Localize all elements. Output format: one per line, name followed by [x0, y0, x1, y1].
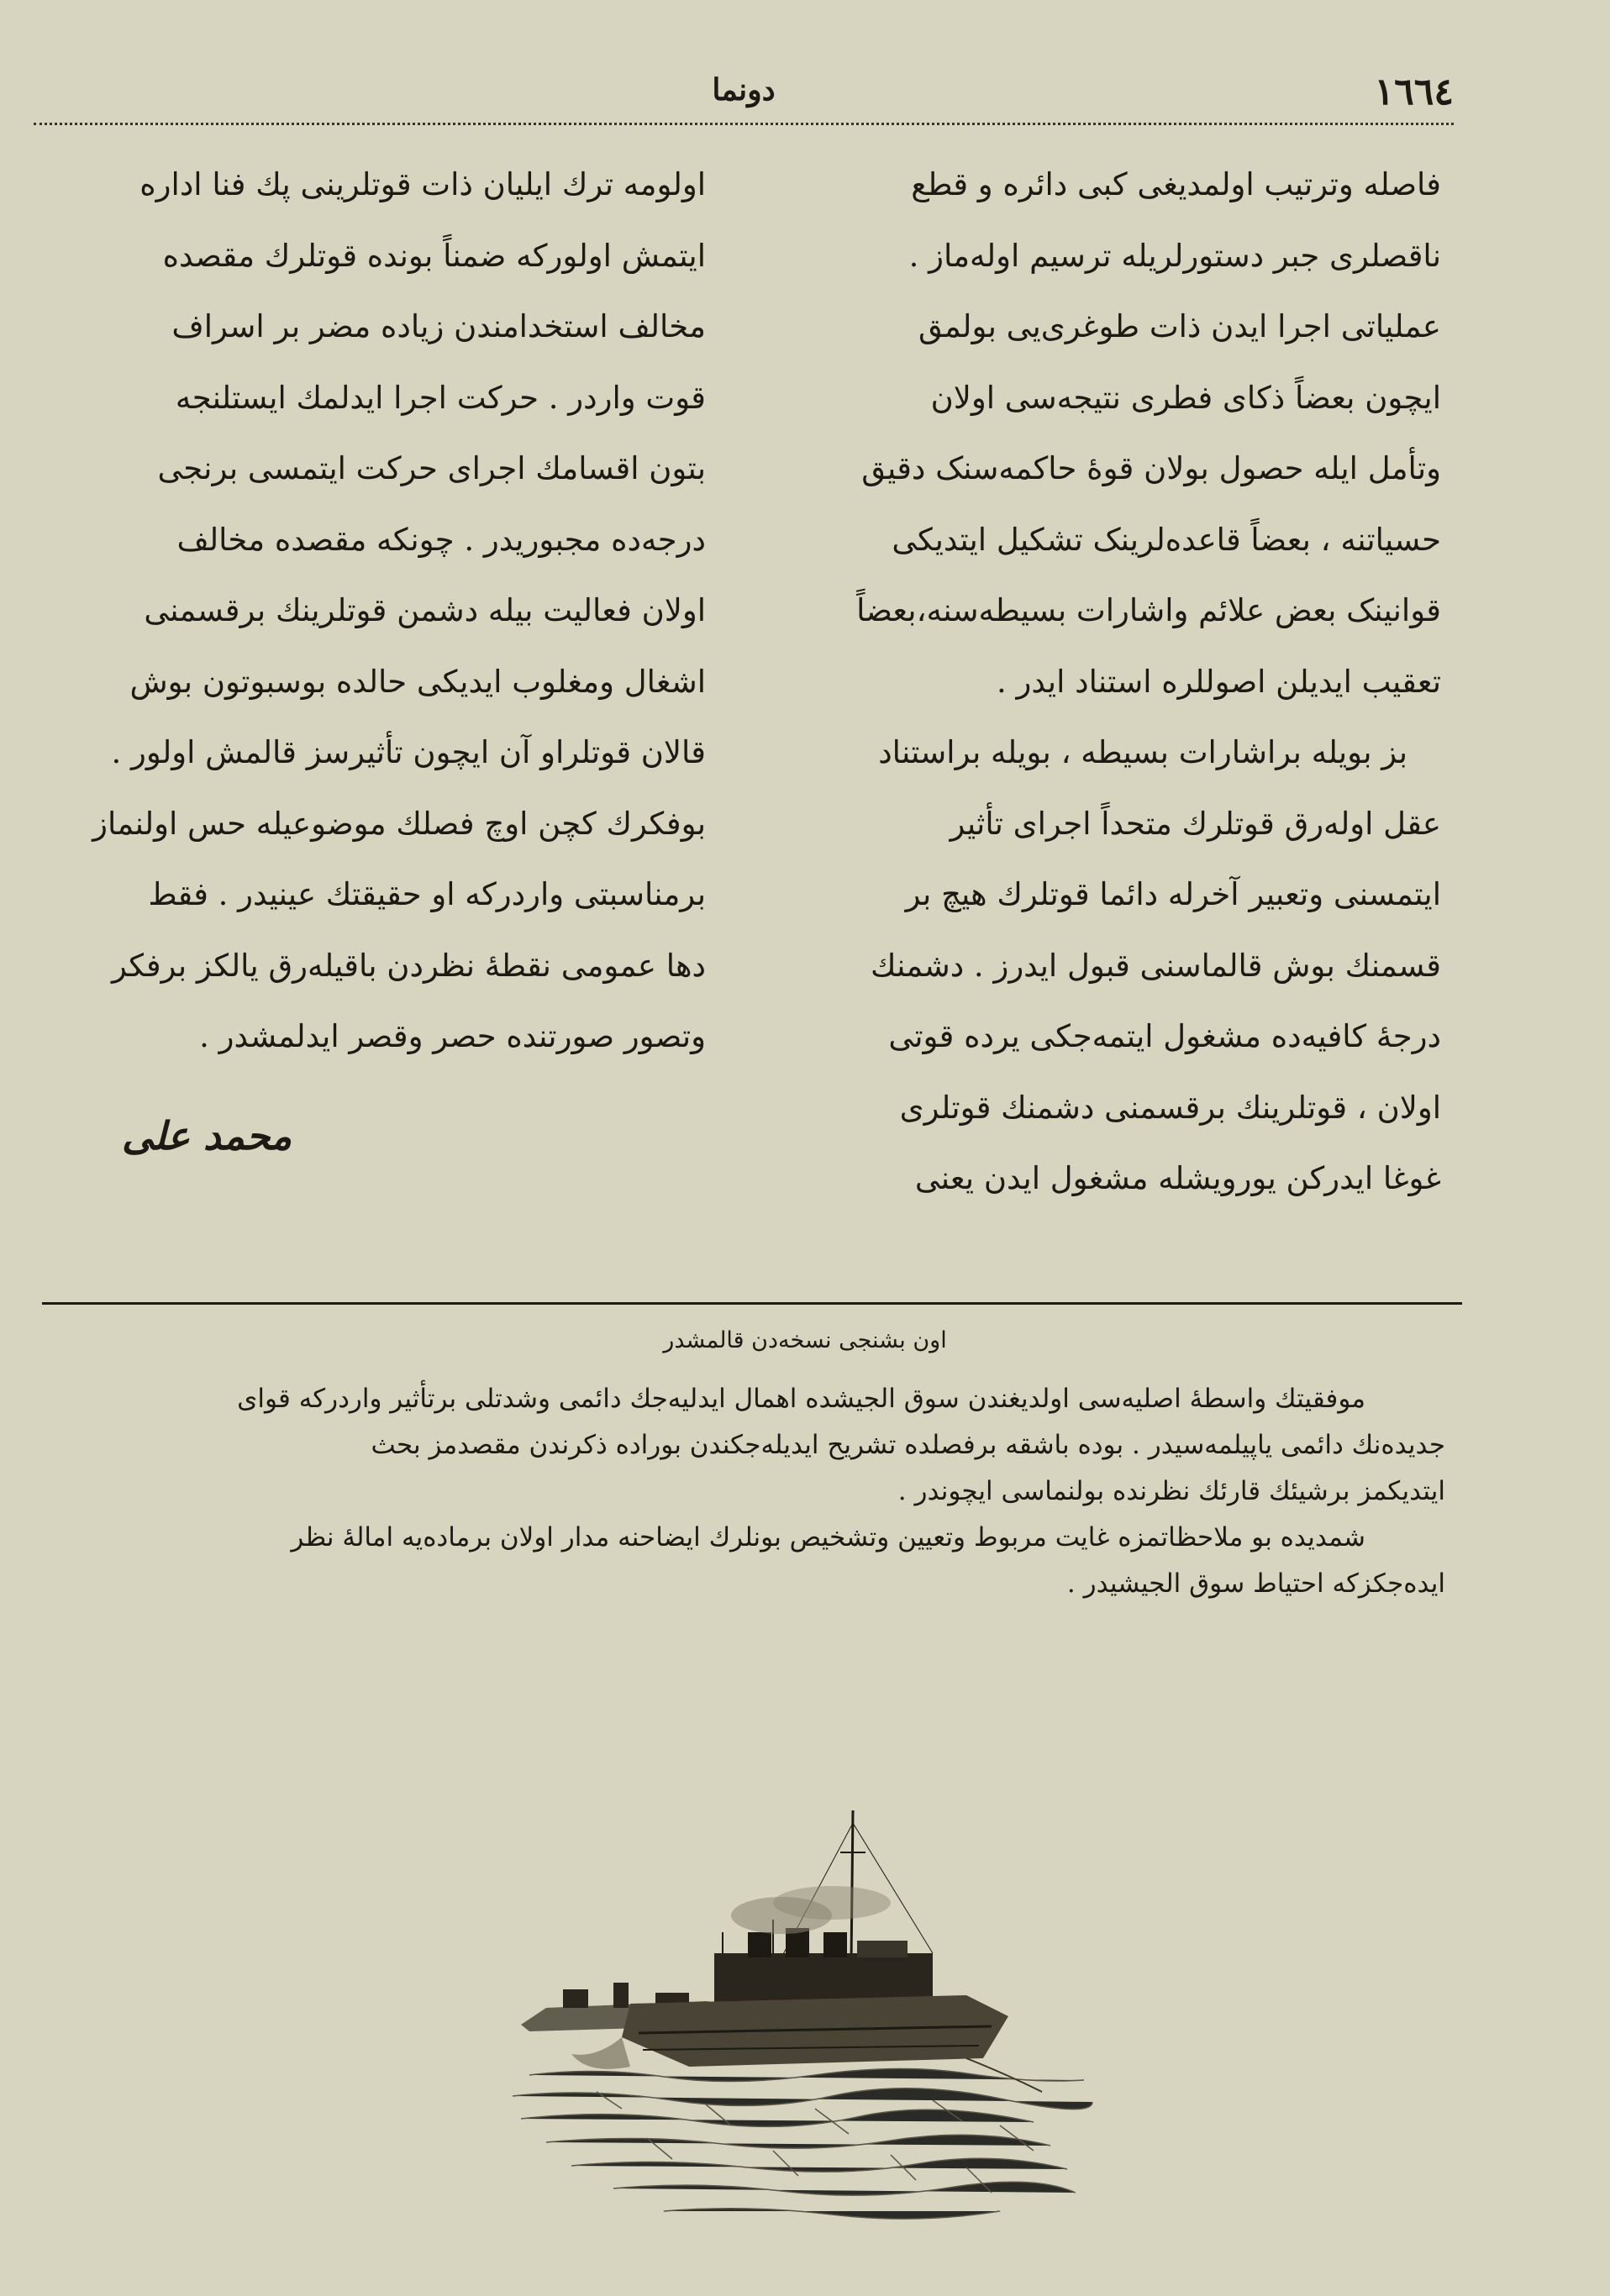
text-line: اولان ، قوتلرینك برقسمنی دشمنك قوتلری — [899, 1089, 1441, 1126]
text-line: تعقیب ایدیلن اصوللره استناد ایدر . — [996, 663, 1441, 700]
page-number: ١٦٦٤ — [1374, 71, 1454, 113]
text-line: عقل اوله‌رق قوتلرك متحداً اجرای تأثیر — [950, 805, 1441, 842]
text-line: ایتمسنی وتعبیر آخرله دائما قوتلرك هیچ بر — [905, 876, 1441, 912]
text-line: بوفکرك کچن اوچ فصلك موضوعیله حس اولنماز — [92, 805, 706, 842]
text-line: درجه‌ده مجبوریدر . چونکه مقصده مخالف — [176, 521, 706, 558]
header-divider — [34, 123, 1454, 125]
footnote-block — [50, 1376, 1445, 1607]
text-line: غوغا ایدرکن یورویشله مشغول ایدن یعنی — [914, 1160, 1441, 1196]
text-line: درجهٔ کافیه‌ده مشغول ایتمه‌جکی یرده قوتی — [888, 1018, 1441, 1054]
text-line: ایچون بعضاً ذکای فطری نتیجه‌سی اولان — [930, 379, 1441, 416]
left-text-column — [50, 150, 706, 1073]
footnote-line: جدیده‌نك دائمی یاپیلمه‌سیدر . بوده باشقه برفصلده تشریح ایدیله‌جکندن بوراده ذکرندن مقصدمز بحث — [371, 1430, 1445, 1460]
text-line: برمناسبتی واردرکه او حقیقتك عینیدر . فقط — [148, 876, 706, 912]
text-line: عملیاتی اجرا ایدن ذات طوغری‌یی بولمق — [918, 308, 1441, 344]
text-line: اولان فعالیت بیله دشمن قوتلرینك برقسمنی — [144, 592, 706, 628]
footnote-heading: اون بشنجی نسخه‌دن قالمشدر — [663, 1327, 947, 1353]
text-line: دها عمومی نقطهٔ نظردن باقیله‌رق یالکز برفکر — [111, 947, 706, 984]
text-line: وتصور صورتنده حصر وقصر ایدلمشدر . — [199, 1018, 706, 1054]
text-line: فاصله وترتیب اولمدیغی کبی دائره و قطع — [911, 166, 1441, 202]
running-title: دونما — [712, 72, 776, 108]
footnote-divider — [42, 1302, 1462, 1305]
text-line: اشغال ومغلوب ایدیکی حالده بوسبوتون بوش — [129, 663, 706, 700]
warship-illustration — [496, 1806, 1101, 2243]
text-line: حسیاتنه ، بعضاً قاعده‌لرینک تشکیل ایتدیکی — [892, 521, 1441, 558]
footnote-line: ایده‌جکزکه احتیاط سوق الجیشیدر . — [1066, 1568, 1445, 1599]
text-line: قوت واردر . حرکت اجرا ایدلمك ایستلنجه — [175, 379, 706, 416]
footnote-line: شمدیده بو ملاحظاتمزه غایت مربوط وتعیین وتشخیص بونلرك ایضاحنه مدار اولان برماده‌یه امالهٔ نظر — [291, 1522, 1365, 1553]
text-line: قوانینک بعض علائم واشارات بسیطه‌سنه،بعضاً — [856, 592, 1441, 628]
text-line: اولومه ترك ایلیان ذات قوتلرینی پك فنا اداره — [139, 166, 706, 202]
main-ship-superstructure — [714, 1953, 933, 2004]
text-line: قالان قوتلراو آن ایچون تأثیرسز قالمش اولور . — [111, 734, 706, 770]
footnote-line: ایتدیکمز برشیئك قارئك نظرنده بولنماسی ایچوندر . — [897, 1476, 1445, 1506]
footnote-line: موفقیتك واسطهٔ اصلیه‌سی اولدیغندن سوق الجیشده اهمال ایدلیه‌جك دائمی وشدتلی برتأثیر واردرکه قوای — [237, 1384, 1365, 1414]
text-line: قسمنك بوش قالماسنی قبول ایدرز . دشمنك — [870, 947, 1441, 984]
author-signature: محمد علی — [122, 1113, 292, 1159]
text-line: وتأمل ایله حصول بولان قوهٔ حاکمه‌سنک دقیق — [861, 450, 1441, 486]
text-line: بز بویله براشارات بسیطه ، بویله براستناد — [878, 734, 1407, 770]
text-line: مخالف استخدامندن زیاده مضر بر اسراف — [171, 308, 706, 344]
right-text-column — [786, 150, 1441, 1215]
text-line: بتون اقسامك اجرای حرکت ایتمسی برنجی — [157, 450, 706, 486]
page-header — [34, 66, 1454, 124]
text-line: ایتمش اولورکه ضمناً بونده قوتلرك مقصده — [162, 237, 706, 274]
text-line: ناقصلری جبر دستورلریله ترسیم اوله‌ماز . — [908, 237, 1441, 274]
